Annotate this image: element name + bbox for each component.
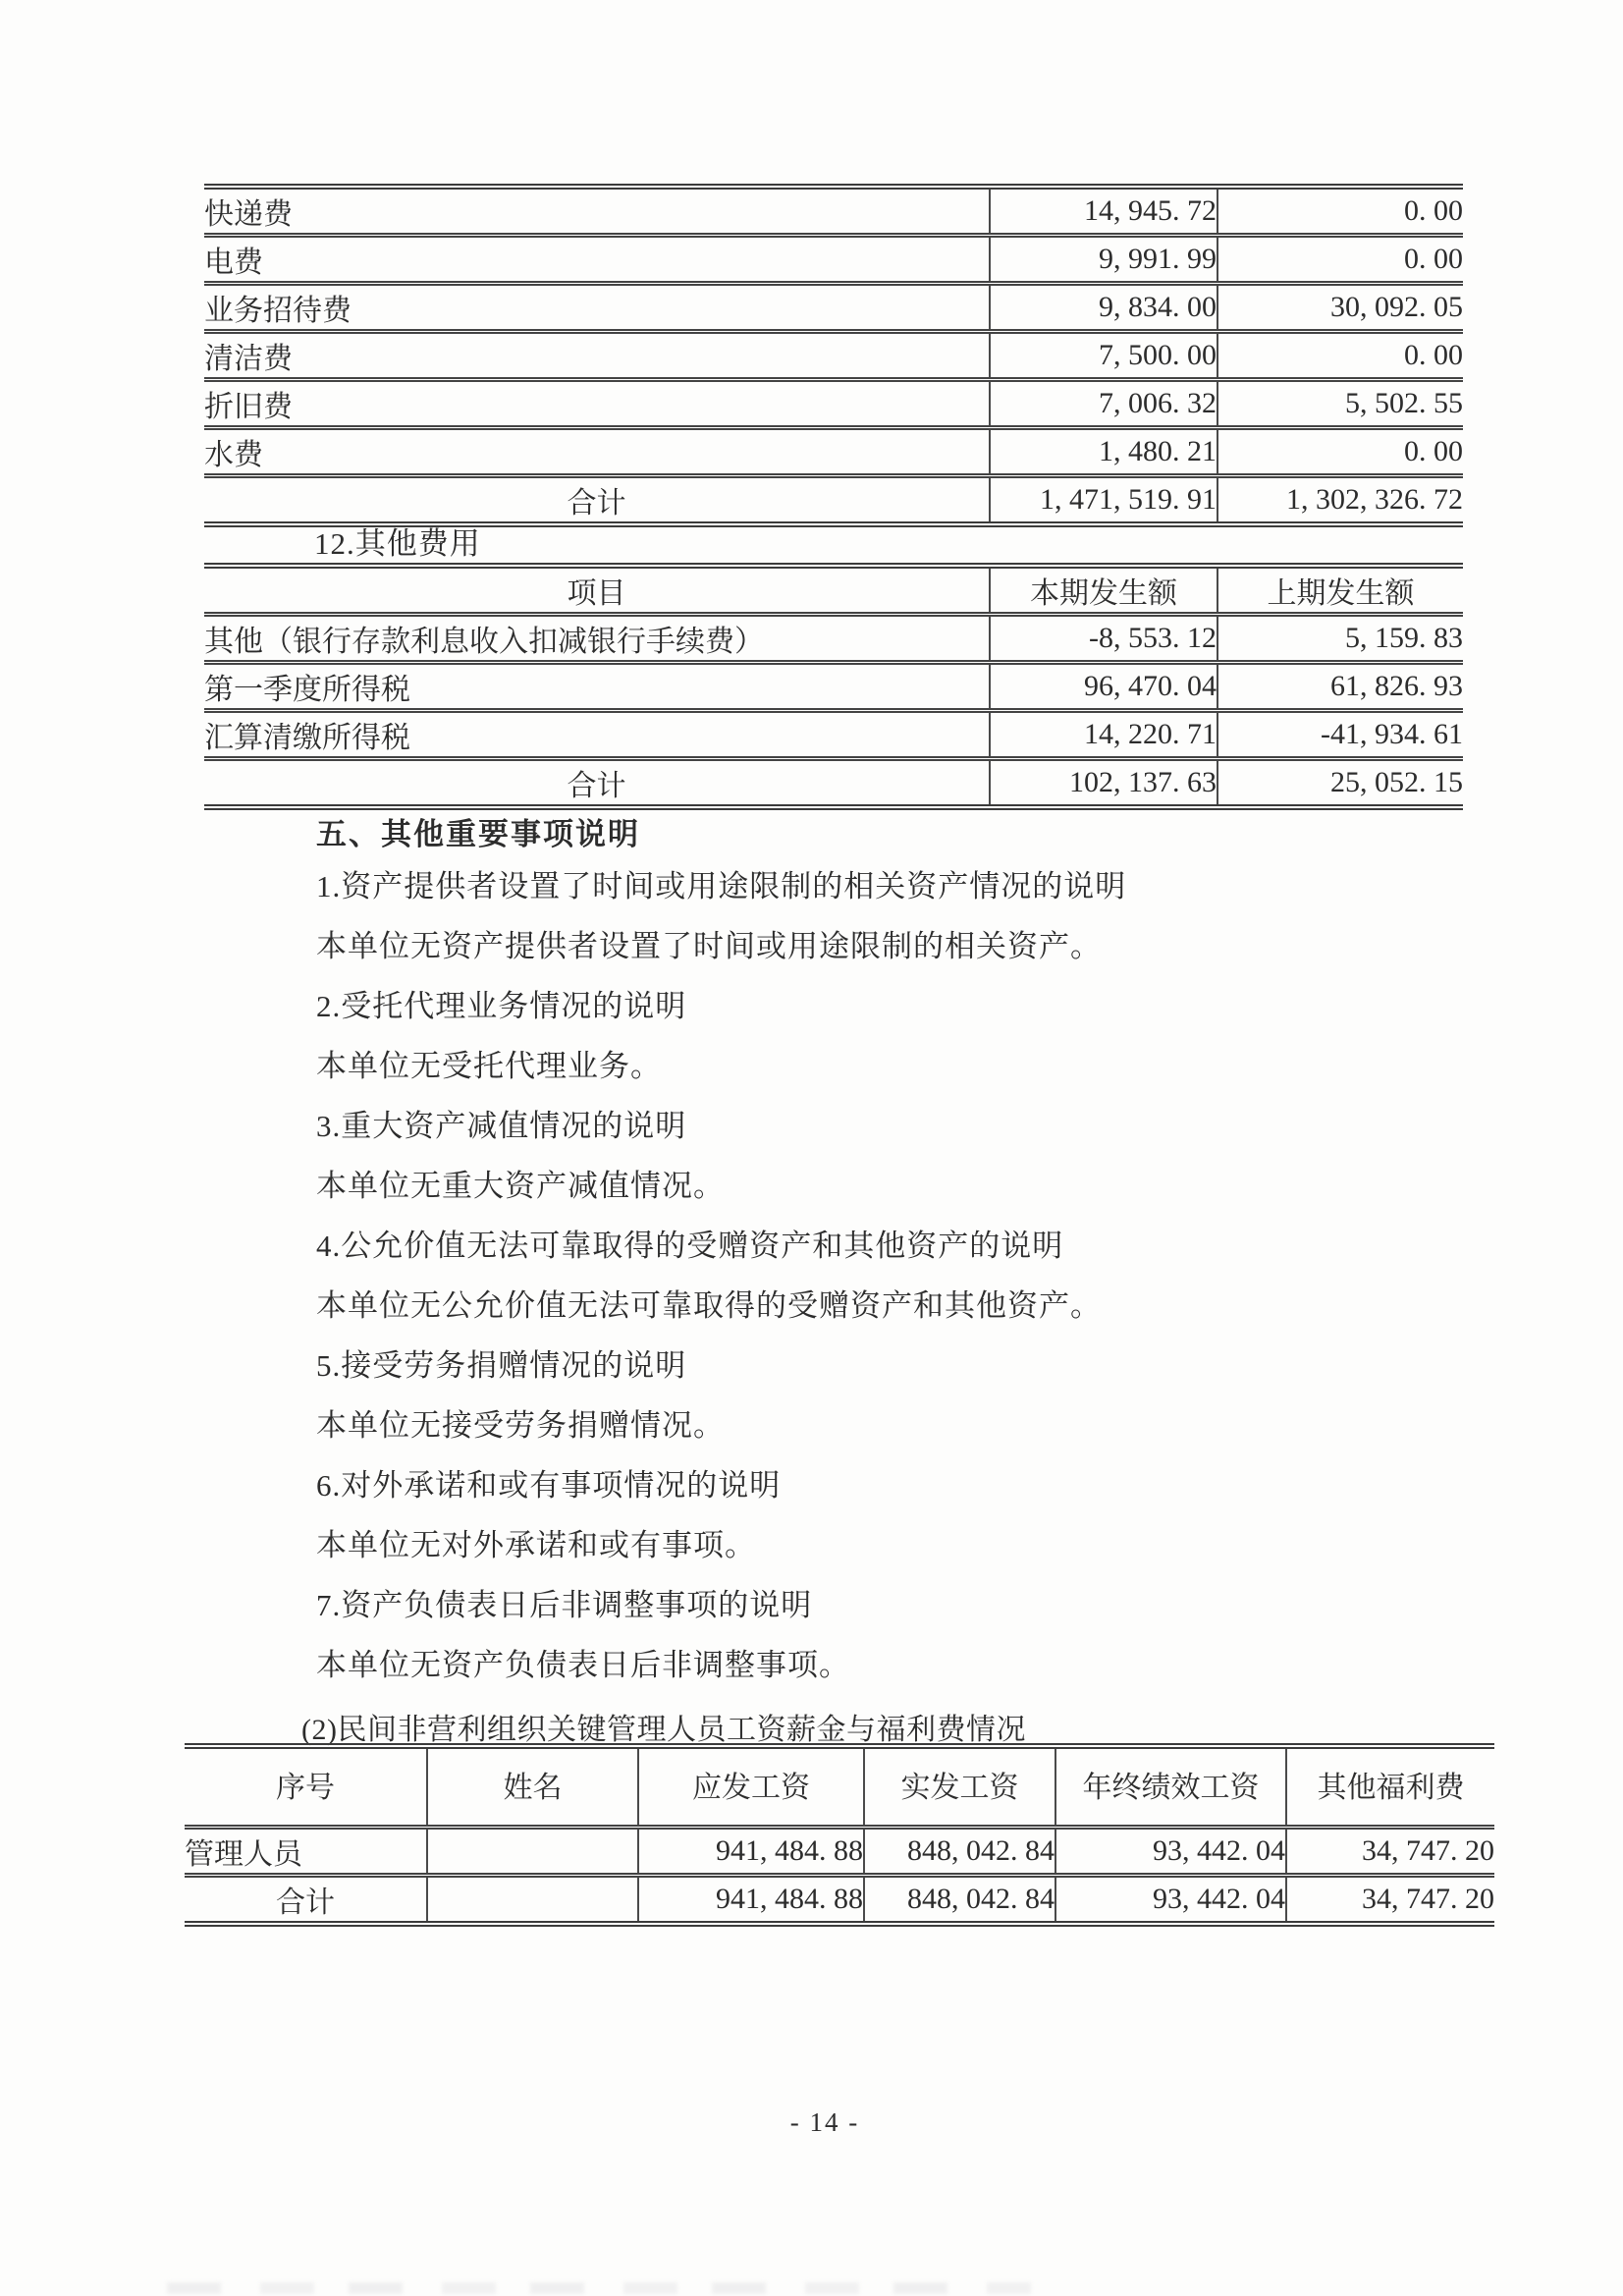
note-line: 本单位无公允价值无法可靠取得的受赠资产和其他资产。 xyxy=(316,1288,1102,1323)
salary-table xyxy=(185,1743,1494,1927)
table-row xyxy=(204,711,1463,759)
expense-item-cell: 电费 xyxy=(204,236,990,284)
table-row xyxy=(204,663,1463,711)
table-row xyxy=(204,236,1463,284)
total-prior-cell: 1, 302, 326. 72 xyxy=(1217,476,1463,525)
prior-amount-cell: 5, 502. 55 xyxy=(1217,380,1463,428)
prior-amount-cell: 0. 00 xyxy=(1217,187,1463,236)
current-amount-cell: 14, 945. 72 xyxy=(990,187,1217,236)
prior-amount-cell: 0. 00 xyxy=(1217,428,1463,476)
prior-amount-cell: 0. 00 xyxy=(1217,236,1463,284)
gross-cell: 941, 484. 88 xyxy=(638,1827,864,1875)
expense-item-cell: 水费 xyxy=(204,428,990,476)
welfare-cell: 34, 747. 20 xyxy=(1286,1827,1494,1875)
col-header-item: 项目 xyxy=(204,566,990,615)
subsection-2-title: (2)民间非营利组织关键管理人员工资薪金与福利费情况 xyxy=(301,1714,1026,1746)
prior-amount-cell: 61, 826. 93 xyxy=(1217,663,1463,711)
notes-list xyxy=(316,856,1396,1695)
expense-item-cell: 快递费 xyxy=(204,187,990,236)
table-total-row xyxy=(204,759,1463,808)
note-line: 本单位无接受劳务捐赠情况。 xyxy=(316,1408,725,1443)
table-row xyxy=(185,1827,1494,1875)
net-cell: 848, 042. 84 xyxy=(864,1875,1055,1924)
current-amount-cell: 1, 480. 21 xyxy=(990,428,1217,476)
note-line: 本单位无资产提供者设置了时间或用途限制的相关资产。 xyxy=(316,929,1102,963)
col-header-current: 本期发生额 xyxy=(990,566,1217,615)
page-number: - 14 - xyxy=(789,2107,860,2137)
note-line: 7.资产负债表日后非调整事项的说明 xyxy=(316,1588,813,1622)
section-12-heading: 12.其他费用 xyxy=(314,526,481,561)
total-label-cell: 合计 xyxy=(276,1886,335,1919)
expense-item-cell: 折旧费 xyxy=(204,380,990,428)
note-line: 本单位无重大资产减值情况。 xyxy=(316,1169,725,1203)
other-expenses-table xyxy=(204,563,1463,810)
scan-bleedthrough-artifact xyxy=(167,2282,1031,2294)
col-header-net: 实发工资 xyxy=(864,1746,1055,1827)
current-amount-cell: 7, 500. 00 xyxy=(990,332,1217,380)
gross-cell: 941, 484. 88 xyxy=(638,1875,864,1924)
table-row xyxy=(204,380,1463,428)
table-header-row xyxy=(204,566,1463,615)
current-amount-cell: 7, 006. 32 xyxy=(990,380,1217,428)
col-header-prior: 上期发生额 xyxy=(1217,566,1463,615)
current-amount-cell: 14, 220. 71 xyxy=(990,711,1217,759)
total-current-cell: 102, 137. 63 xyxy=(990,759,1217,808)
col-header-gross: 应发工资 xyxy=(638,1746,864,1827)
prior-amount-cell: 0. 00 xyxy=(1217,332,1463,380)
prior-amount-cell: 5, 159. 83 xyxy=(1217,615,1463,663)
seq-cell: 管理人员 xyxy=(185,1827,427,1875)
section-5-heading: 五、其他重要事项说明 xyxy=(316,817,640,851)
total-current-cell: 1, 471, 519. 91 xyxy=(990,476,1217,525)
name-cell xyxy=(427,1875,638,1924)
current-amount-cell: 96, 470. 04 xyxy=(990,663,1217,711)
expense-item-cell: 其他（银行存款利息收入扣减银行手续费） xyxy=(204,615,990,663)
col-header-bonus: 年终绩效工资 xyxy=(1055,1746,1286,1827)
expense-table xyxy=(204,184,1463,527)
table-total-row xyxy=(204,476,1463,525)
table-row xyxy=(204,428,1463,476)
note-line: 本单位无资产负债表日后非调整事项。 xyxy=(316,1648,850,1682)
note-line: 5.接受劳务捐赠情况的说明 xyxy=(316,1348,687,1383)
net-cell: 848, 042. 84 xyxy=(864,1827,1055,1875)
current-amount-cell: -8, 553. 12 xyxy=(990,615,1217,663)
table-row xyxy=(204,187,1463,236)
expense-item-cell: 清洁费 xyxy=(204,332,990,380)
bonus-cell: 93, 442. 04 xyxy=(1055,1827,1286,1875)
current-amount-cell: 9, 991. 99 xyxy=(990,236,1217,284)
table-total-row xyxy=(185,1875,1494,1924)
expense-item-cell: 业务招待费 xyxy=(204,284,990,332)
prior-amount-cell: -41, 934. 61 xyxy=(1217,711,1463,759)
expense-item-cell: 第一季度所得税 xyxy=(204,663,990,711)
table-row xyxy=(204,284,1463,332)
welfare-cell: 34, 747. 20 xyxy=(1286,1875,1494,1924)
note-line: 本单位无受托代理业务。 xyxy=(316,1049,662,1083)
note-line: 本单位无对外承诺和或有事项。 xyxy=(316,1528,756,1562)
note-line: 6.对外承诺和或有事项情况的说明 xyxy=(316,1468,782,1503)
total-prior-cell: 25, 052. 15 xyxy=(1217,759,1463,808)
total-label-cell: 合计 xyxy=(567,770,626,802)
total-label-cell: 合计 xyxy=(567,487,626,519)
col-header-name: 姓名 xyxy=(427,1746,638,1827)
table-row xyxy=(204,615,1463,663)
note-line: 3.重大资产减值情况的说明 xyxy=(316,1109,687,1143)
table-header-row xyxy=(185,1746,1494,1827)
note-line: 2.受托代理业务情况的说明 xyxy=(316,989,687,1023)
note-line: 1.资产提供者设置了时间或用途限制的相关资产情况的说明 xyxy=(316,869,1127,903)
name-cell xyxy=(427,1827,638,1875)
col-header-welfare: 其他福利费 xyxy=(1286,1746,1494,1827)
note-line: 4.公允价值无法可靠取得的受赠资产和其他资产的说明 xyxy=(316,1229,1064,1263)
table-row xyxy=(204,332,1463,380)
prior-amount-cell: 30, 092. 05 xyxy=(1217,284,1463,332)
col-header-seq: 序号 xyxy=(185,1746,427,1827)
expense-item-cell: 汇算清缴所得税 xyxy=(204,711,990,759)
bonus-cell: 93, 442. 04 xyxy=(1055,1875,1286,1924)
current-amount-cell: 9, 834. 00 xyxy=(990,284,1217,332)
